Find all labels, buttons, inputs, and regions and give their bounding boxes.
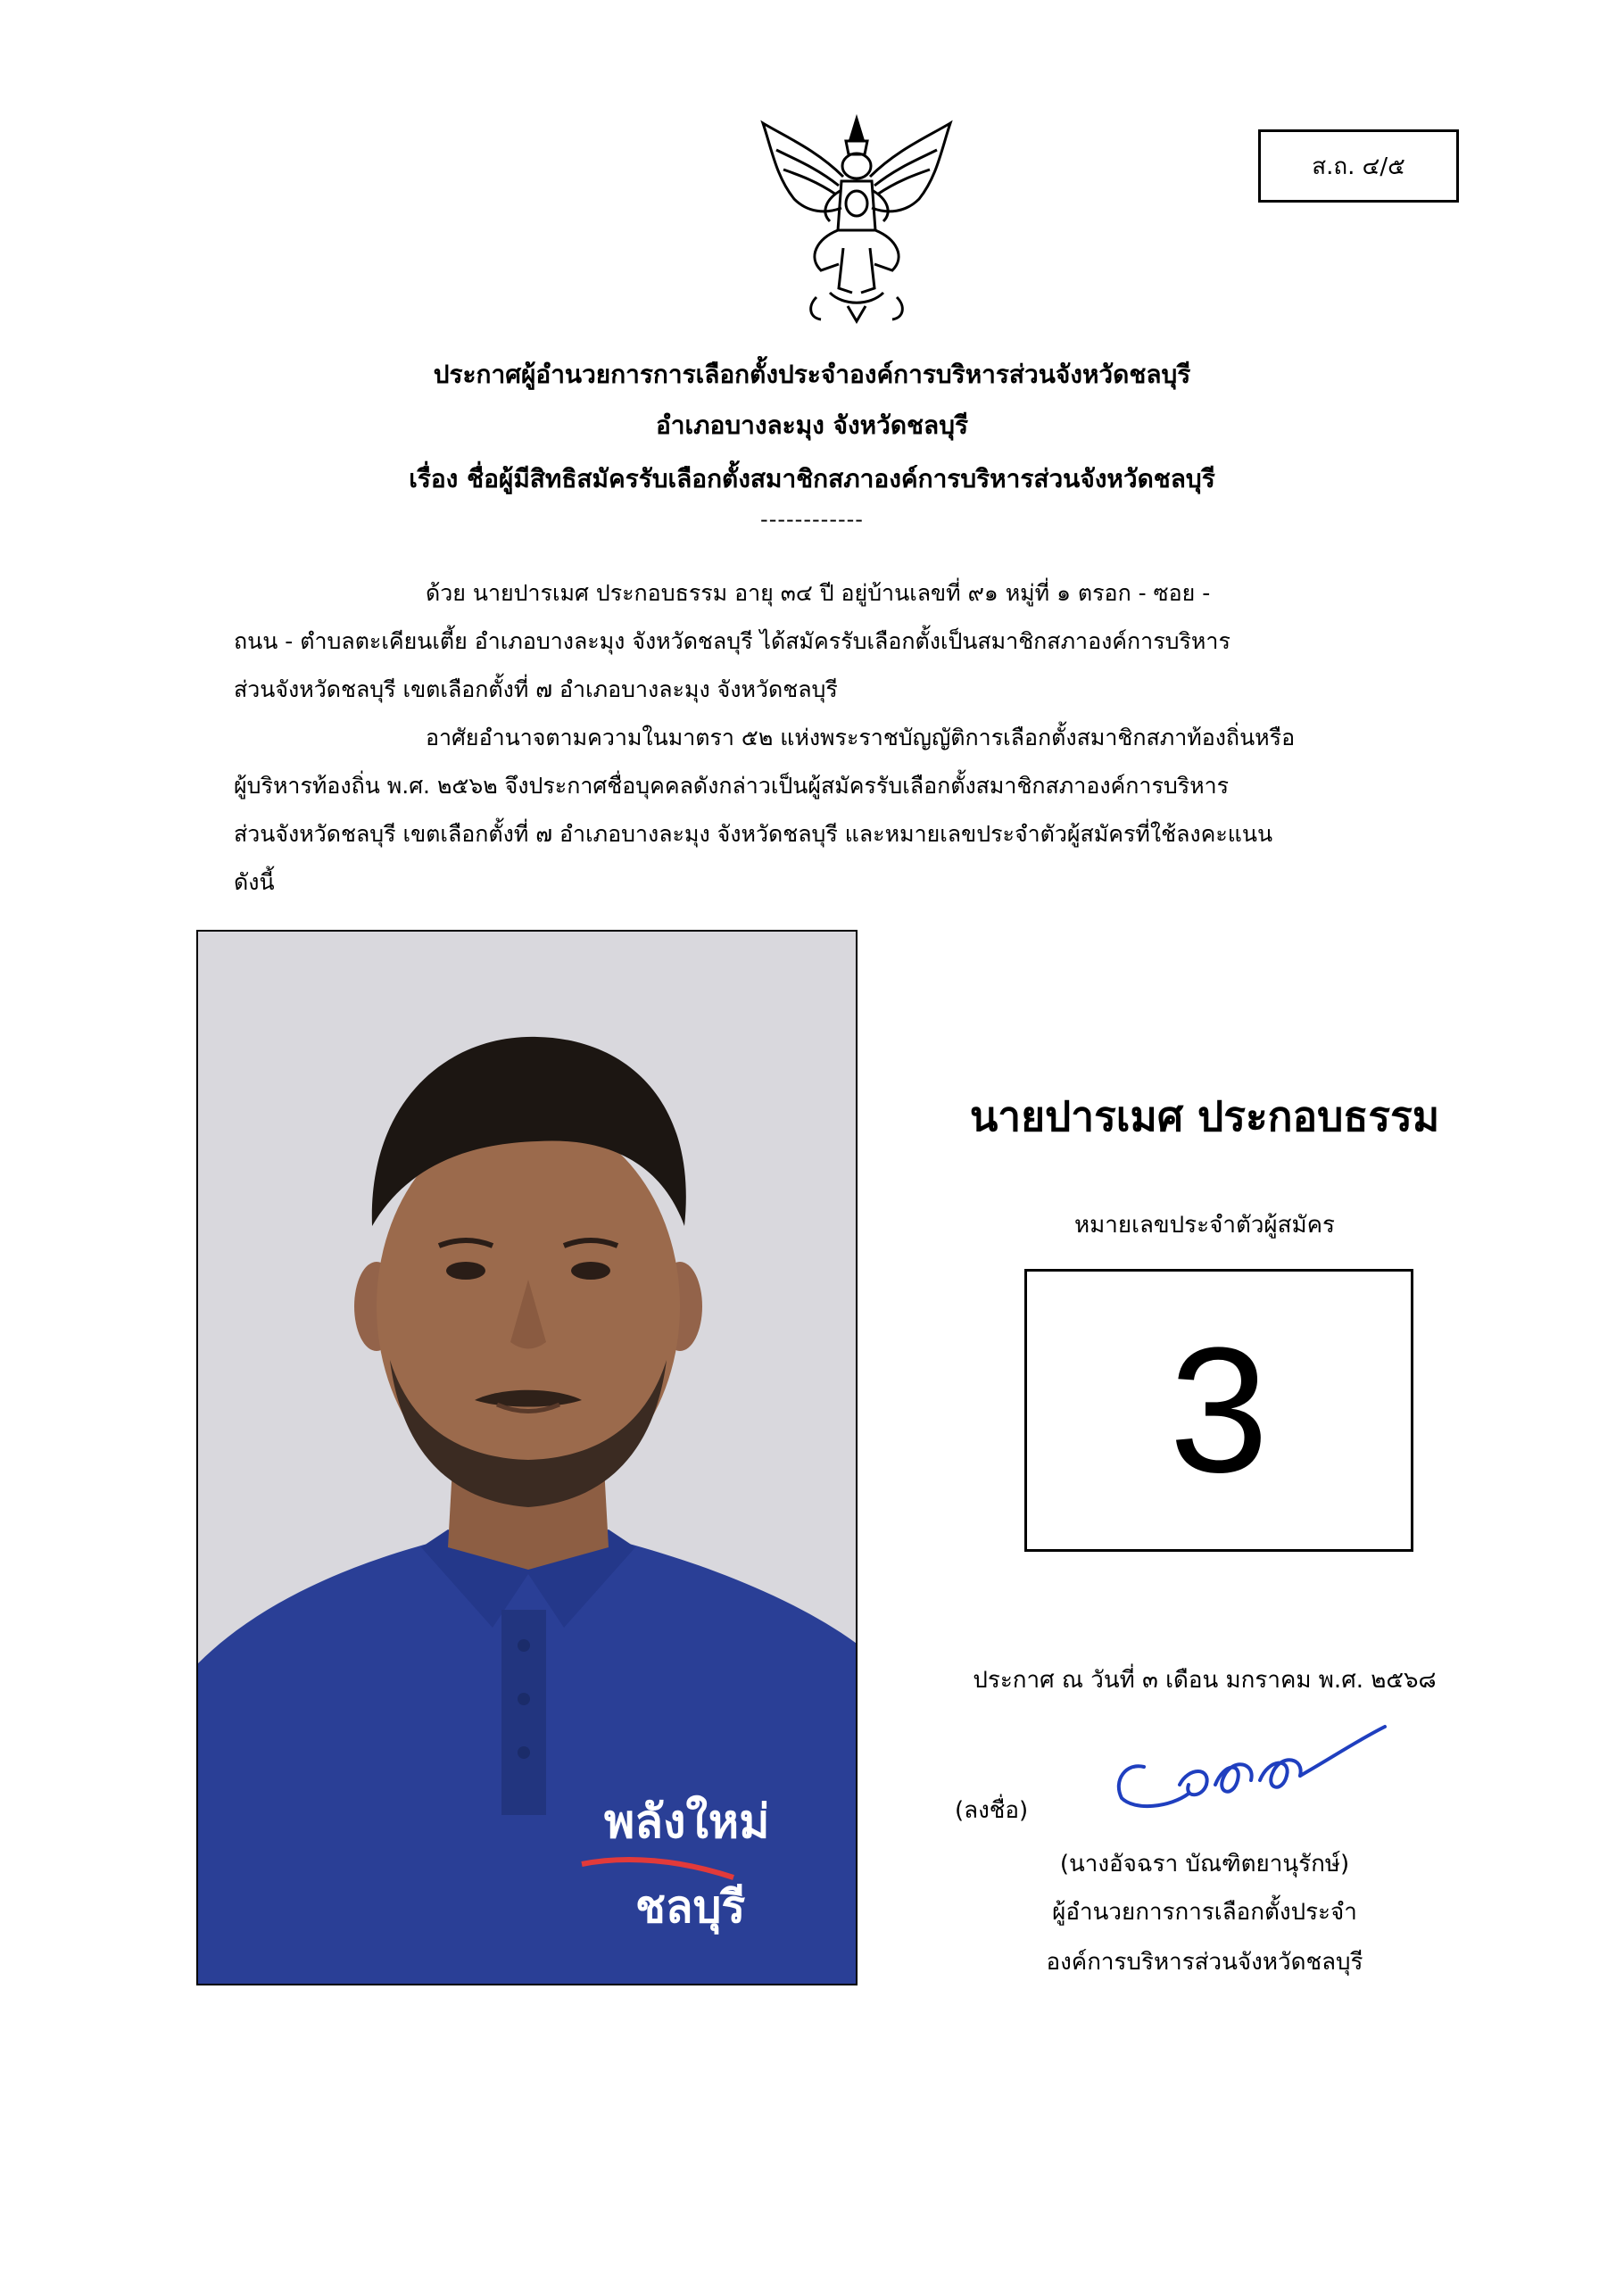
- candidate-name: นายปารเมศ ประกอบธรรม: [969, 1092, 1440, 1140]
- announcement-date: ประกาศ ณ วันที่ ๓ เดือน มกราคม พ.ศ. ๒๕๖๘: [973, 1667, 1437, 1694]
- subject-line: เรื่อง ชื่อผู้มีสิทธิสมัครรับเลือกตั้งสมาชิกสภาองค์การบริหารส่วนจังหวัดชลบุรี: [409, 464, 1215, 493]
- paragraph-1: [234, 569, 1494, 714]
- official-title-line2: องค์การบริหารส่วนจังหวัดชลบุรี: [1046, 1949, 1363, 1976]
- paragraph-line: ดังนี้: [234, 869, 275, 895]
- signed-label: (ลงชื่อ): [955, 1797, 1029, 1824]
- separator: ------------: [760, 507, 864, 532]
- official-name: (นางอัจฉรา บัณฑิตยานุรักษ์): [1059, 1851, 1350, 1877]
- paragraph-line: ด้วย นายปารเมศ ประกอบธรรม อายุ ๓๔ ปี อยู่บ้านเลขที่ ๙๑ หมู่ที่ ๑ ตรอก - ซอย -: [426, 580, 1211, 606]
- paragraph-line: ถนน - ตำบลตะเคียนเตี้ย อำเภอบางละมุง จังหวัดชลบุรี ได้สมัครรับเลือกตั้งเป็นสมาชิกสภาองค์การบริหาร: [234, 628, 1230, 654]
- district-line: อำเภอบางละมุง จังหวัดชลบุรี: [655, 410, 969, 440]
- candidate-photo: [196, 930, 858, 1985]
- paragraph-2: [234, 714, 1494, 907]
- shirt-logo-line1: พลังใหม่: [604, 1795, 770, 1849]
- announcement-title: ประกาศผู้อำนวยการการเลือกตั้งประจำองค์การบริหารส่วนจังหวัดชลบุรี: [433, 360, 1191, 389]
- garuda-emblem-icon: [754, 114, 959, 324]
- shirt-logo-line2: ชลบุรี: [635, 1881, 746, 1933]
- form-code-box: [1258, 129, 1459, 203]
- candidate-number-label: หมายเลขประจำตัวผู้สมัคร: [1073, 1212, 1336, 1239]
- paragraph-line: ส่วนจังหวัดชลบุรี เขตเลือกตั้งที่ ๗ อำเภอบางละมุง จังหวัดชลบุรี: [234, 676, 838, 702]
- paragraph-line: ผู้บริหารท้องถิ่น พ.ศ. ๒๕๖๒ จึงประกาศชื่อบุคคลดังกล่าวเป็นผู้สมัครรับเลือกตั้งสมาชิกสภาองค์การบริหาร: [234, 773, 1230, 799]
- candidate-number: 3: [1169, 1310, 1269, 1510]
- paragraph-line: อาศัยอำนาจตามความในมาตรา ๕๒ แห่งพระราชบัญญัติการเลือกตั้งสมาชิกสภาท้องถิ่นหรือ: [426, 725, 1296, 750]
- form-code: ส.ถ. ๔/๕: [1312, 153, 1405, 180]
- signature-icon: [1090, 1713, 1394, 1829]
- paragraph-line: ส่วนจังหวัดชลบุรี เขตเลือกตั้งที่ ๗ อำเภอบางละมุง จังหวัดชลบุรี และหมายเลขประจำตัวผู้สมัครที่ใช้ลงคะแนน: [234, 821, 1273, 847]
- candidate-number-box: [1024, 1269, 1413, 1552]
- official-title-line1: ผู้อำนวยการการเลือกตั้งประจำ: [1052, 1899, 1357, 1926]
- candidate-portrait: [198, 932, 858, 1985]
